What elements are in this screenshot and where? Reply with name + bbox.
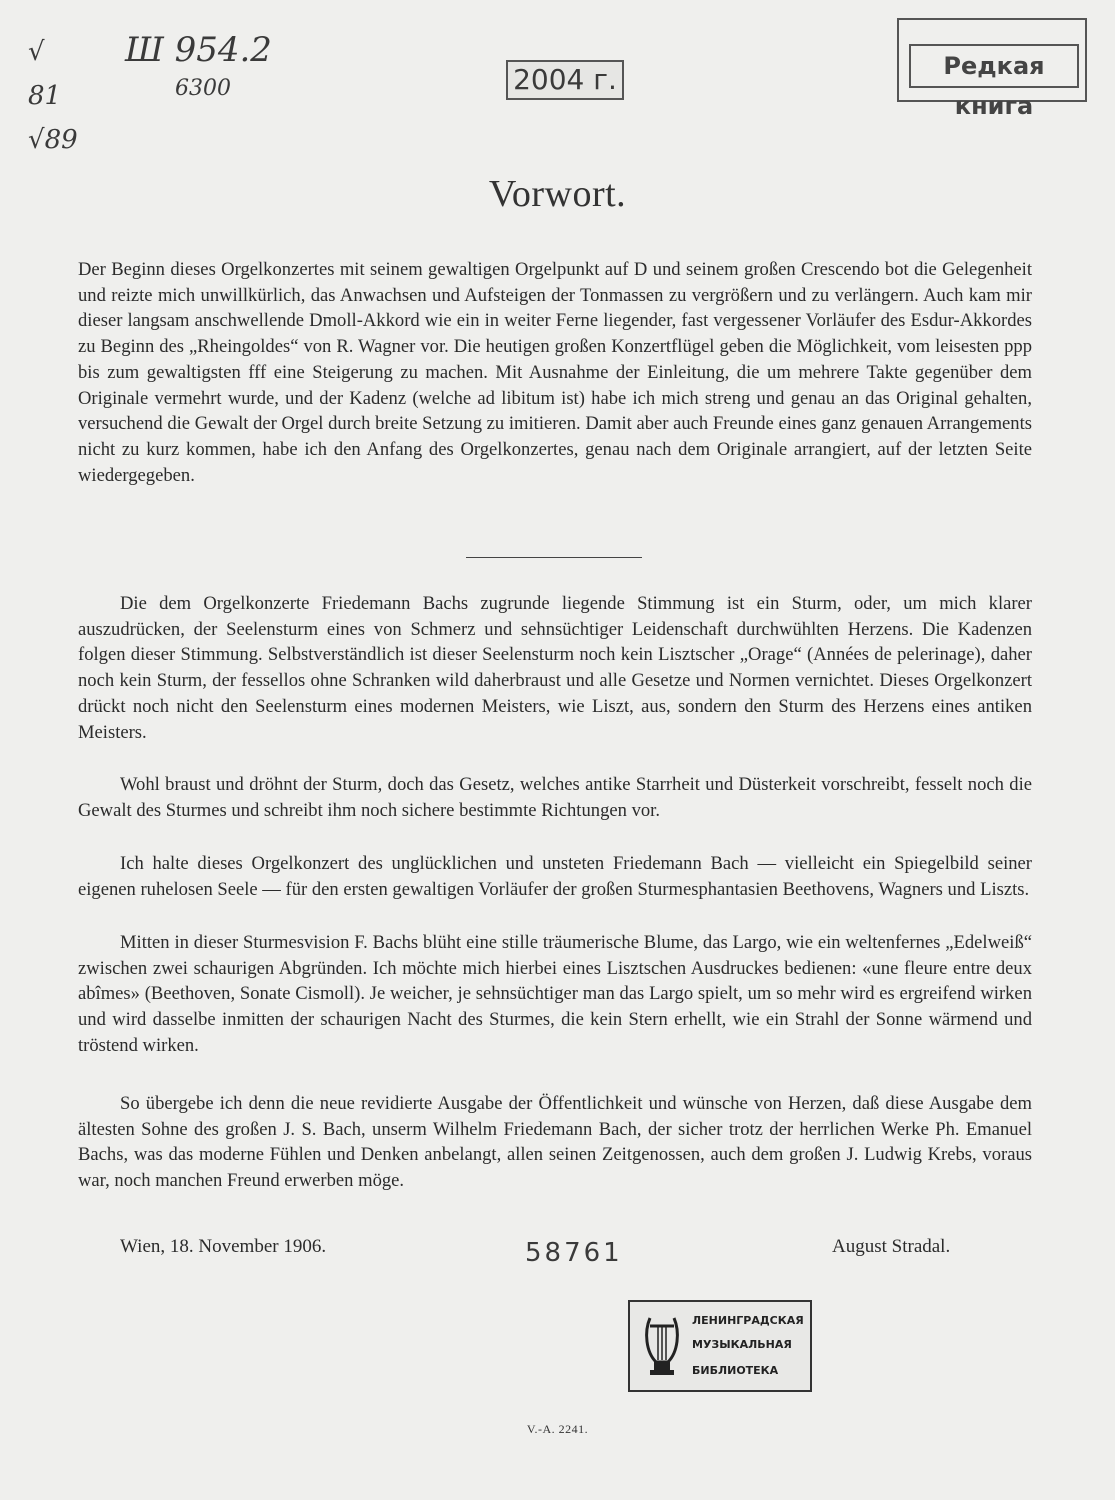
library-stamp (628, 1300, 812, 1392)
handwritten-shelf-sub: 6300 (175, 76, 231, 101)
rare-book-stamp-label: Редкая книга (909, 44, 1079, 88)
handwritten-accession-number: 58761 (525, 1238, 623, 1268)
paragraph-law: Wohl braust und dröhnt der Sturm, doch das Gesetz, welches antike Starrheit und Düsterkeit vorschreibt, fesselt noch die Gewalt des Sturmes und schreibt ihm noch sichere bestimmte Richtungen vor. (78, 774, 1032, 821)
year-stamp: 2004 г. (506, 60, 624, 100)
library-stamp-line-3: БИБЛИОТЕКА (692, 1364, 779, 1377)
paragraph-arrangement: Der Beginn dieses Orgelkonzertes mit seinem gewaltigen Orgelpunkt auf D und seinem großen Crescendo bot die Gelegenheit und reizte mich unwillkürlich, das Anwachsen und Aufsteigen der Tonmassen zu vergrößern und zu verlängern. Auch kam mir dieser langsam anschwellende Dmoll-Akkord wie ein in weiter Ferne liegender, fast vergessener Vorläufer des Esdur-Akkordes zu Beginn des „Rheingoldes“ von R. Wagner vor. Die heutigen großen Konzertflügel geben die Möglichkeit, vom leisesten ppp bis zum gewaltigsten fff eine Steigerung zu machen. Mit Ausnahme der Einleitung, die um mehrere Takte gegenüber dem Originale vermehrt wurde, und der Kadenz (welche ad libitum ist) habe ich mich streng und genau an das Original gehalten, versuchend die Gewalt der Orgel durch breite Setzung zu imitieren. Damit aber auch Freunde eines ganz genauen Arrangements nicht zu kurz kommen, habe ich den Anfang des Orgelkonzertes, genau nach dem Originale arrangiert, auf der letzten Seite wiedergegeben. (78, 259, 1032, 486)
library-stamp-line-2: МУЗЫКАЛЬНАЯ (692, 1338, 792, 1351)
paragraph-storm: Die dem Orgelkonzerte Friedemann Bachs zugrunde liegende Stimmung ist ein Sturm, oder, um mich klarer auszudrücken, der Seelensturm eines von Schmerz und sehnsüchtiger Leidenschaft durchwühlten Herzens. Die Kadenzen folgen dieser Stimmung. Selbstverständlich ist dieser Seelensturm noch kein Lisztscher „Orage“ (Années de pelerinage), daher noch kein Sturm, der fessellos ohne Schranken wild daherbraust und alle Gesetze und Normen vernichtet. Dieses Orgelkonzert drückt noch nicht den Seelensturm eines modernen Meisters, wie Liszt, aus, sondern den Sturm des Herzens eines antiken Meisters. (78, 593, 1032, 743)
rare-book-stamp (897, 18, 1087, 120)
lyre-icon (642, 1312, 682, 1378)
paragraph-forerunner: Ich halte dieses Orgelkonzert des unglücklichen und unsteten Friedemann Bach — vielleicht ein Spiegelbild seiner eigenen ruhelosen Seele — für den ersten gewaltigen Vorläufer der großen Sturmesphantasien Beethovens, Wagners und Liszts. (78, 853, 1032, 900)
catalog-number: V.-A. 2241. (526, 1422, 589, 1436)
paragraph-largo: Mitten in dieser Sturmesvision F. Bachs blüht eine stille träumerische Blume, das Largo, wie ein weltenfernes „Edelweiß“ zwischen zwei schaurigen Abgründen. Ich möchte mich hierbei eines Lisztschen Ausdruckes bedienen: «une fleure entre deux abîmes» (Beethoven, Sonate Cismoll). Je weicher, je sehnsüchtiger man das Largo spielt, um so mehr wird es ergreifend wirken und wird dasselbe inmitten der schaurigen Nacht des Sturmes, die kein Stern erhellt, wie ein Strahl der Sonne wärmend und tröstend wirken. (78, 932, 1032, 1056)
page-title: Vorwort. (488, 173, 627, 215)
library-stamp-line-1: ЛЕНИНГРАДСКАЯ (692, 1314, 804, 1327)
author-signature: August Stradal. (832, 1236, 951, 1257)
section-divider (466, 557, 642, 558)
paragraph-dedication: So übergebe ich denn die neue revidierte Ausgabe der Öffentlichkeit und wünsche von Herzen, daß diese Ausgabe dem ältesten Sohne des großen J. S. Bach, unserm Wilhelm Friedemann Bach, der sicher trotz der herrlichen Werke Ph. Emanuel Bachs, was das moderne Fühlen und Denken anbelangt, allen seinen Zeitgenossen, auch dem großen J. Ludwig Krebs, voraus war, noch manchen Freund erwerben möge. (78, 1093, 1032, 1192)
handwritten-shelf-code: Ш 954.2 (125, 30, 272, 70)
handwritten-left-marks: √ 81 √89 (28, 37, 78, 155)
place-date: Wien, 18. November 1906. (120, 1236, 327, 1257)
